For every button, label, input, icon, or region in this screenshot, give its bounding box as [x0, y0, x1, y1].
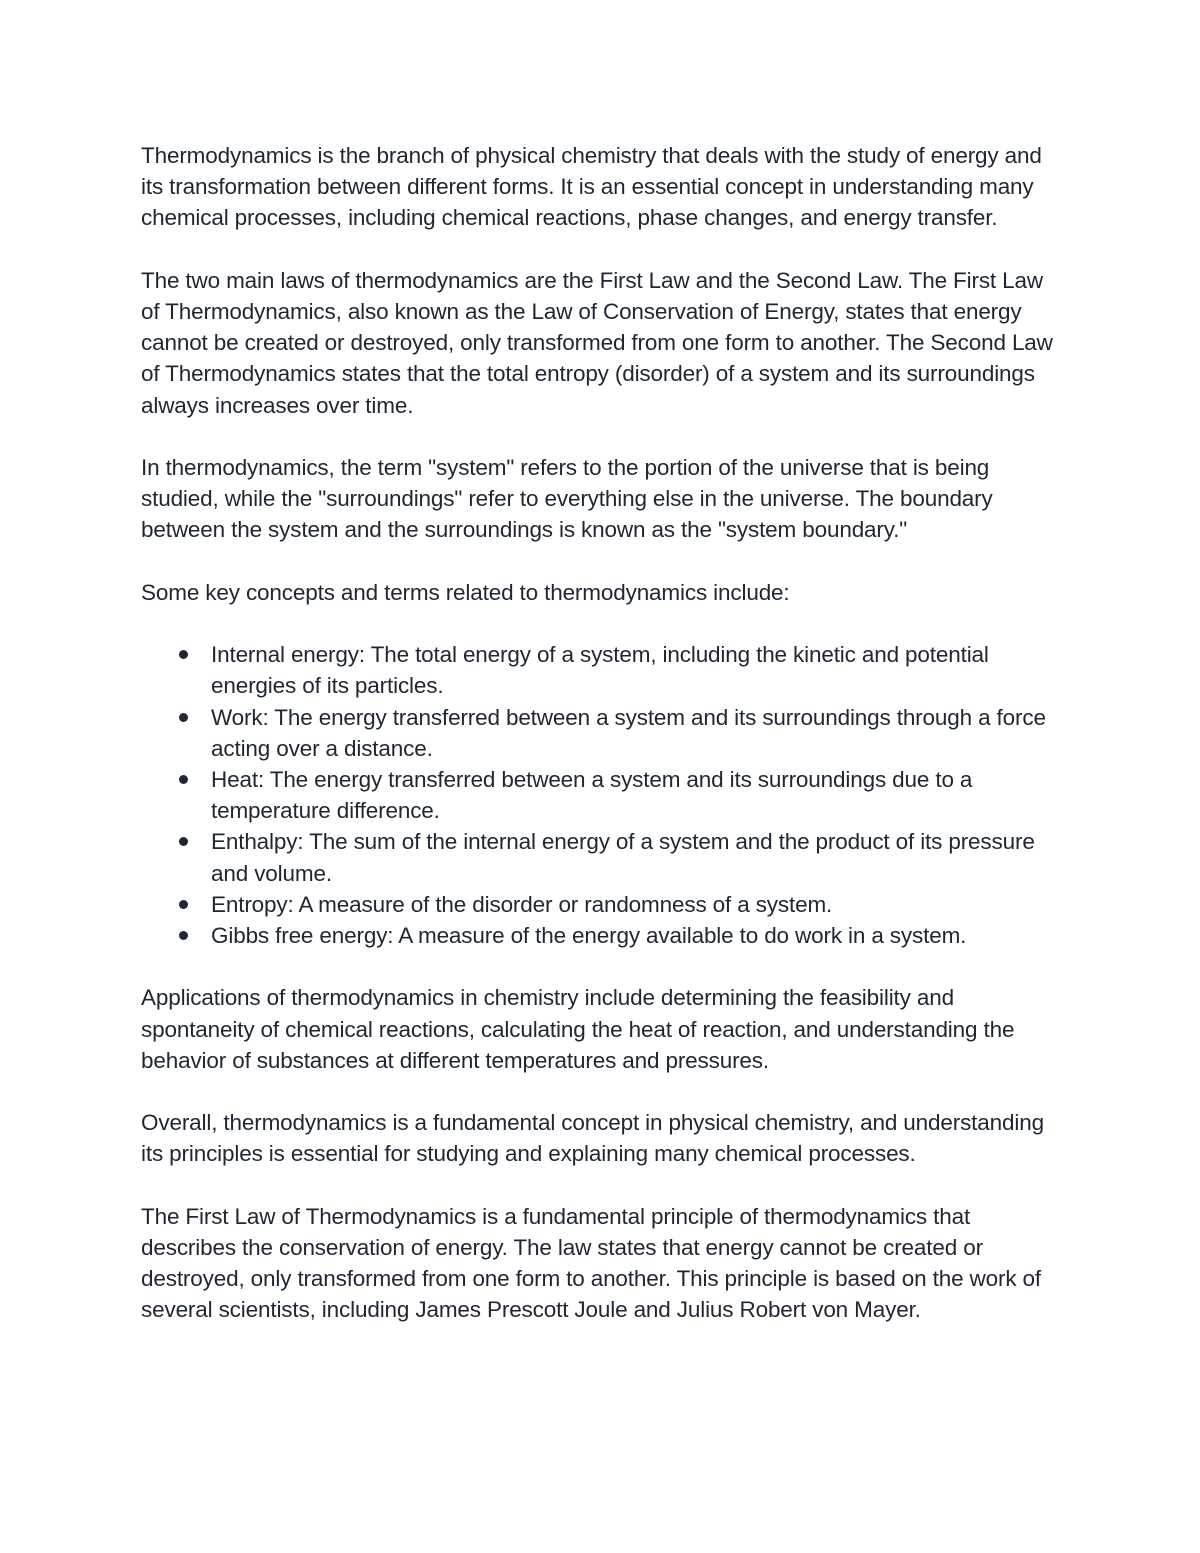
list-item-text: Work: The energy transferred between a system and its surroundings through a force acting over a distance. [211, 704, 1046, 761]
bullet-icon [179, 900, 188, 909]
list-item [141, 826, 1066, 888]
system-paragraph: In thermodynamics, the term "system" refers to the portion of the universe that is being studied, while the "surroundings" refer to everything else in the universe. The boundary between the system and the surroundings is known as the "system boundary." [141, 455, 993, 543]
applications-paragraph: Applications of thermodynamics in chemistry include determining the feasibility and spontaneity of chemical reactions, calculating the heat of reaction, and understanding the behavior of substances at different temperatures and pressures. [141, 985, 1015, 1073]
list-item-text: Gibbs free energy: A measure of the energy available to do work in a system. [211, 923, 967, 949]
list-item [141, 639, 1066, 701]
first-law-paragraph: The First Law of Thermodynamics is a fundamental principle of thermodynamics that describes the conservation of energy. The law states that energy cannot be created or destroyed, only transformed from one form to another. This principle is based on the work of several scientists, including James Prescott Joule and Julius Robert von Mayer. [141, 1203, 1041, 1323]
list-item-text: Heat: The energy transferred between a system and its surroundings due to a temperature difference. [211, 767, 973, 824]
document-page [141, 140, 1066, 1357]
list-item [141, 889, 1066, 920]
bullet-icon [179, 931, 188, 940]
list-item [141, 702, 1066, 764]
bullet-icon [179, 650, 188, 659]
key-concepts-list [141, 639, 1066, 951]
laws-paragraph: The two main laws of thermodynamics are the First Law and the Second Law. The First Law of Thermodynamics, also known as the Law of Conservation of Energy, states that energy cannot be created or destroyed, only transformed from one form to another. The Second Law of Thermodynamics states that the total entropy (disorder) of a system and its surroundings always increases over time. [141, 267, 1053, 418]
list-item-text: Internal energy: The total energy of a system, including the kinetic and potential energies of its particles. [211, 642, 989, 699]
list-item [141, 920, 1066, 951]
bullet-icon [179, 713, 188, 722]
overall-paragraph: Overall, thermodynamics is a fundamental concept in physical chemistry, and understanding its principles is essential for studying and explaining many chemical processes. [141, 1110, 1044, 1167]
list-item-text: Entropy: A measure of the disorder or randomness of a system. [211, 891, 833, 917]
bullet-icon [179, 775, 188, 784]
bullet-icon [179, 837, 188, 846]
list-item [141, 764, 1066, 826]
list-item-text: Enthalpy: The sum of the internal energy of a system and the product of its pressure and volume. [211, 829, 1035, 886]
intro-paragraph: Thermodynamics is the branch of physical chemistry that deals with the study of energy and its transformation between different forms. It is an essential concept in understanding many chemical processes, including chemical reactions, phase changes, and energy transfer. [141, 143, 1042, 231]
key-concepts-intro: Some key concepts and terms related to thermodynamics include: [141, 579, 790, 605]
